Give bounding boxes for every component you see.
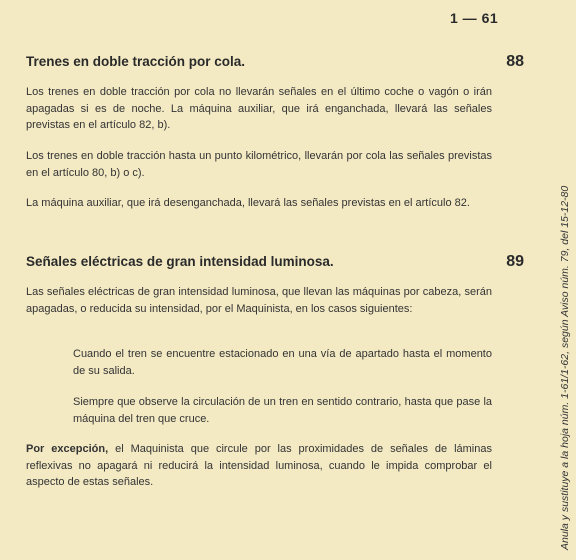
- paragraph: Los trenes en doble tracción por cola no llevarán señales en el último coche o vagón o irán apagadas si es de noche. La máquina auxiliar, que irá enganchada, llevará las señales previstas en el artículo 82, b).: [26, 86, 492, 131]
- section-heading: [26, 253, 526, 271]
- paragraph: Los trenes en doble tracción hasta un punto kilométrico, llevarán por cola las señales previstas en el artículo 80, b) o c).: [26, 150, 492, 179]
- paragraph: La máquina auxiliar, que irá desenganchada, llevará las señales previstas en el artículo 82.: [26, 197, 470, 209]
- section-number: 88: [506, 53, 524, 70]
- case-paragraph: Cuando el tren se encuentre estacionado en una vía de apartado hasta el momento de su salida.: [73, 348, 492, 377]
- exception-text: el Maquinista que circule por las proximidades de señales de láminas reflexivas no apagará ni reducirá la intensidad luminosa, cuando le impida comprobar el aspecto de estas señales.: [26, 443, 492, 488]
- case-paragraph: Siempre que observe la circulación de un tren en sentido contrario, hasta que pase la máquina del tren que cruce.: [73, 396, 492, 425]
- exception-lead: Por excepción,: [26, 443, 109, 455]
- exception-paragraph: [26, 441, 492, 491]
- side-note: Anula y sustituye a la hoja núm. 1-61/1-62, según Aviso núm. 79, del 15-12-80: [559, 185, 571, 550]
- page-number: 1 — 61: [450, 10, 499, 26]
- section-number: 89: [506, 253, 524, 270]
- section-title: Trenes en doble tracción por cola.: [26, 54, 246, 69]
- section-heading: [26, 53, 526, 71]
- section-title: Señales eléctricas de gran intensidad luminosa.: [26, 254, 334, 269]
- paragraph: Las señales eléctricas de gran intensidad luminosa, que llevan las máquinas por cabeza, serán apagadas, o reducida su intensidad, por el Maquinista, en los casos siguientes:: [26, 286, 492, 315]
